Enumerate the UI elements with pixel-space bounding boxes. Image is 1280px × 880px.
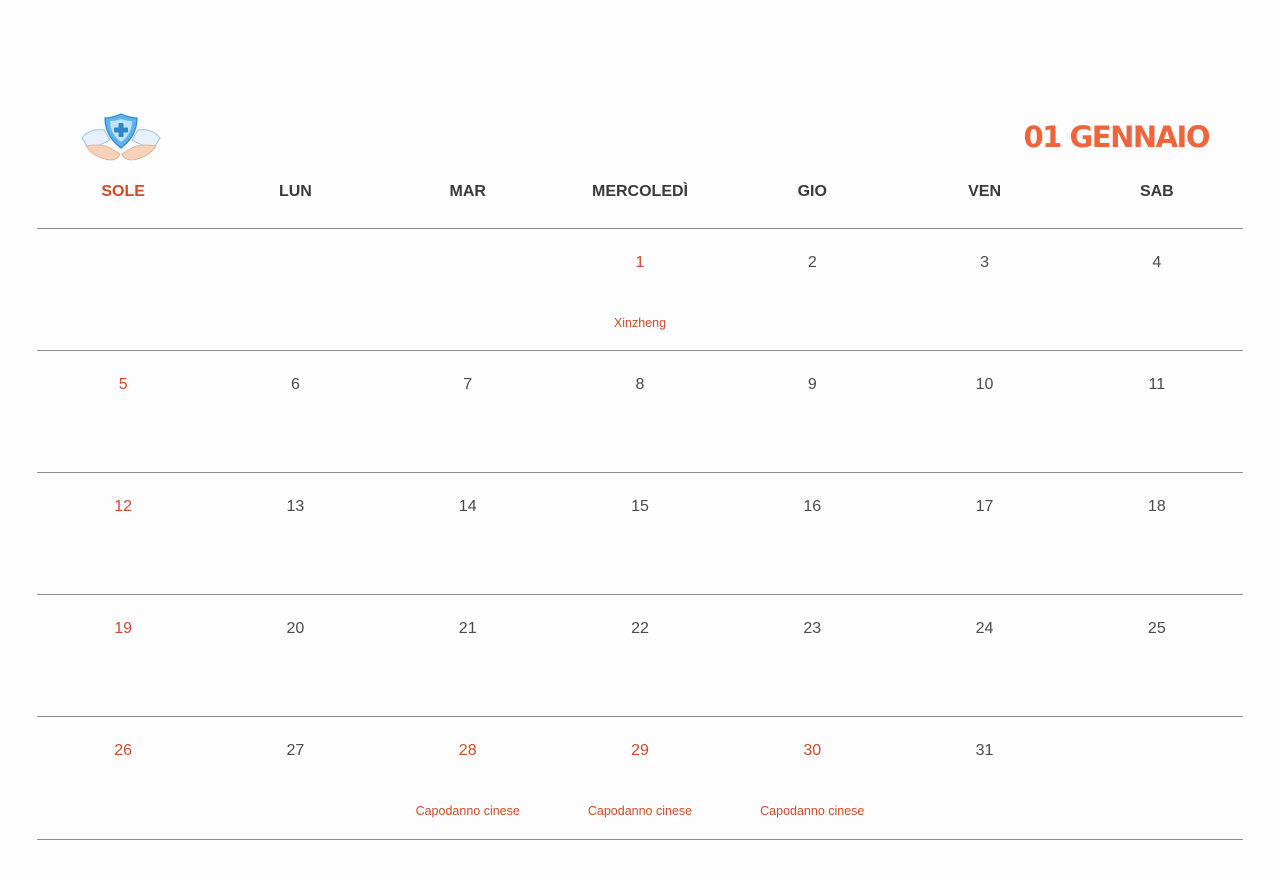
- day-number: 26: [114, 742, 133, 759]
- day-note: Capodanno cinese: [587, 804, 693, 818]
- calendar-day-cell[interactable]: [209, 595, 381, 716]
- day-number: 6: [290, 376, 300, 393]
- day-note: Capodanno cinese: [415, 804, 520, 818]
- calendar-day-cell[interactable]: [898, 473, 1070, 594]
- calendar-day-cell[interactable]: [382, 473, 554, 594]
- calendar-week-row: [37, 594, 1243, 716]
- calendar-day-cell[interactable]: [898, 595, 1070, 716]
- weekday-wed: MERCOLEDÌ: [591, 183, 688, 200]
- calendar-day-cell[interactable]: [382, 595, 554, 716]
- day-number: 5: [118, 376, 128, 393]
- day-number: 17: [975, 498, 994, 515]
- day-note: Xinzheng: [613, 316, 667, 330]
- day-number: 29: [631, 742, 649, 759]
- calendar-week-row: [37, 716, 1243, 840]
- calendar-day-cell[interactable]: [898, 717, 1070, 839]
- day-number: 22: [631, 620, 649, 637]
- day-number: 12: [114, 498, 133, 515]
- day-number: 20: [286, 620, 305, 637]
- weekday-sat: SAB: [1139, 183, 1174, 200]
- day-number: 18: [1147, 498, 1166, 515]
- day-number: 8: [635, 376, 645, 393]
- calendar-day-cell[interactable]: [37, 351, 209, 472]
- day-number: 10: [975, 376, 994, 393]
- weekday-thu: GIO: [797, 183, 827, 200]
- day-number: 16: [803, 498, 822, 515]
- calendar-day-cell[interactable]: [1071, 473, 1243, 594]
- calendar-week-row: [37, 472, 1243, 594]
- medical-shield-hands-icon: [80, 110, 162, 170]
- weekday-sun: SOLE: [101, 183, 145, 200]
- calendar-day-cell[interactable]: [726, 717, 898, 839]
- calendar-day-cell[interactable]: [382, 351, 554, 472]
- calendar-day-cell[interactable]: [1071, 229, 1243, 350]
- day-number: 31: [975, 742, 994, 759]
- day-number: 15: [631, 498, 649, 515]
- weekday-header: [37, 176, 1243, 208]
- weekday-mon: LUN: [278, 183, 312, 200]
- day-number: 2: [807, 254, 817, 271]
- day-number: 1: [635, 254, 645, 271]
- calendar-day-cell: [1071, 717, 1243, 839]
- month-title: 01 GENNAIO: [1023, 120, 1209, 154]
- calendar-day-cell[interactable]: [209, 717, 381, 839]
- calendar-week-row: [37, 350, 1243, 472]
- calendar-day-cell[interactable]: [898, 351, 1070, 472]
- day-number: 21: [458, 620, 477, 637]
- calendar-day-cell[interactable]: [1071, 595, 1243, 716]
- day-number: 11: [1148, 376, 1166, 393]
- day-number: 25: [1147, 620, 1166, 637]
- calendar-day-cell[interactable]: [382, 717, 554, 839]
- weekday-fri: VEN: [968, 183, 1001, 200]
- day-number: 30: [803, 742, 822, 759]
- calendar-day-cell[interactable]: [37, 595, 209, 716]
- calendar-day-cell[interactable]: [554, 351, 726, 472]
- day-number: 14: [458, 498, 477, 515]
- calendar-day-cell[interactable]: [726, 473, 898, 594]
- day-number: 7: [463, 376, 473, 393]
- day-number: 19: [114, 620, 133, 637]
- day-number: 4: [1152, 254, 1162, 271]
- calendar-day-cell[interactable]: [37, 717, 209, 839]
- calendar-day-cell[interactable]: [209, 473, 381, 594]
- calendar-day-cell[interactable]: [37, 473, 209, 594]
- calendar-day-cell[interactable]: [209, 351, 381, 472]
- calendar-week-row: [37, 228, 1243, 350]
- day-number: 13: [286, 498, 305, 515]
- calendar-day-cell[interactable]: [726, 351, 898, 472]
- weekday-tue: MAR: [449, 183, 486, 200]
- day-number: 9: [807, 376, 817, 393]
- day-number: 23: [803, 620, 822, 637]
- day-number: 27: [286, 742, 305, 759]
- calendar-day-cell: [382, 229, 554, 350]
- day-number: 24: [975, 620, 994, 637]
- calendar-day-cell: [209, 229, 381, 350]
- calendar-day-cell[interactable]: [554, 473, 726, 594]
- calendar-day-cell[interactable]: [554, 229, 726, 350]
- calendar-day-cell[interactable]: [554, 595, 726, 716]
- calendar-day-cell[interactable]: [726, 229, 898, 350]
- calendar-day-cell[interactable]: [726, 595, 898, 716]
- day-number: 28: [458, 742, 477, 759]
- calendar-day-cell: [37, 229, 209, 350]
- calendar-day-cell[interactable]: [898, 229, 1070, 350]
- calendar-grid: [37, 228, 1243, 840]
- day-note: Capodanno cinese: [760, 804, 865, 818]
- day-number: 3: [980, 254, 989, 271]
- calendar-day-cell[interactable]: [1071, 351, 1243, 472]
- calendar-day-cell[interactable]: [554, 717, 726, 839]
